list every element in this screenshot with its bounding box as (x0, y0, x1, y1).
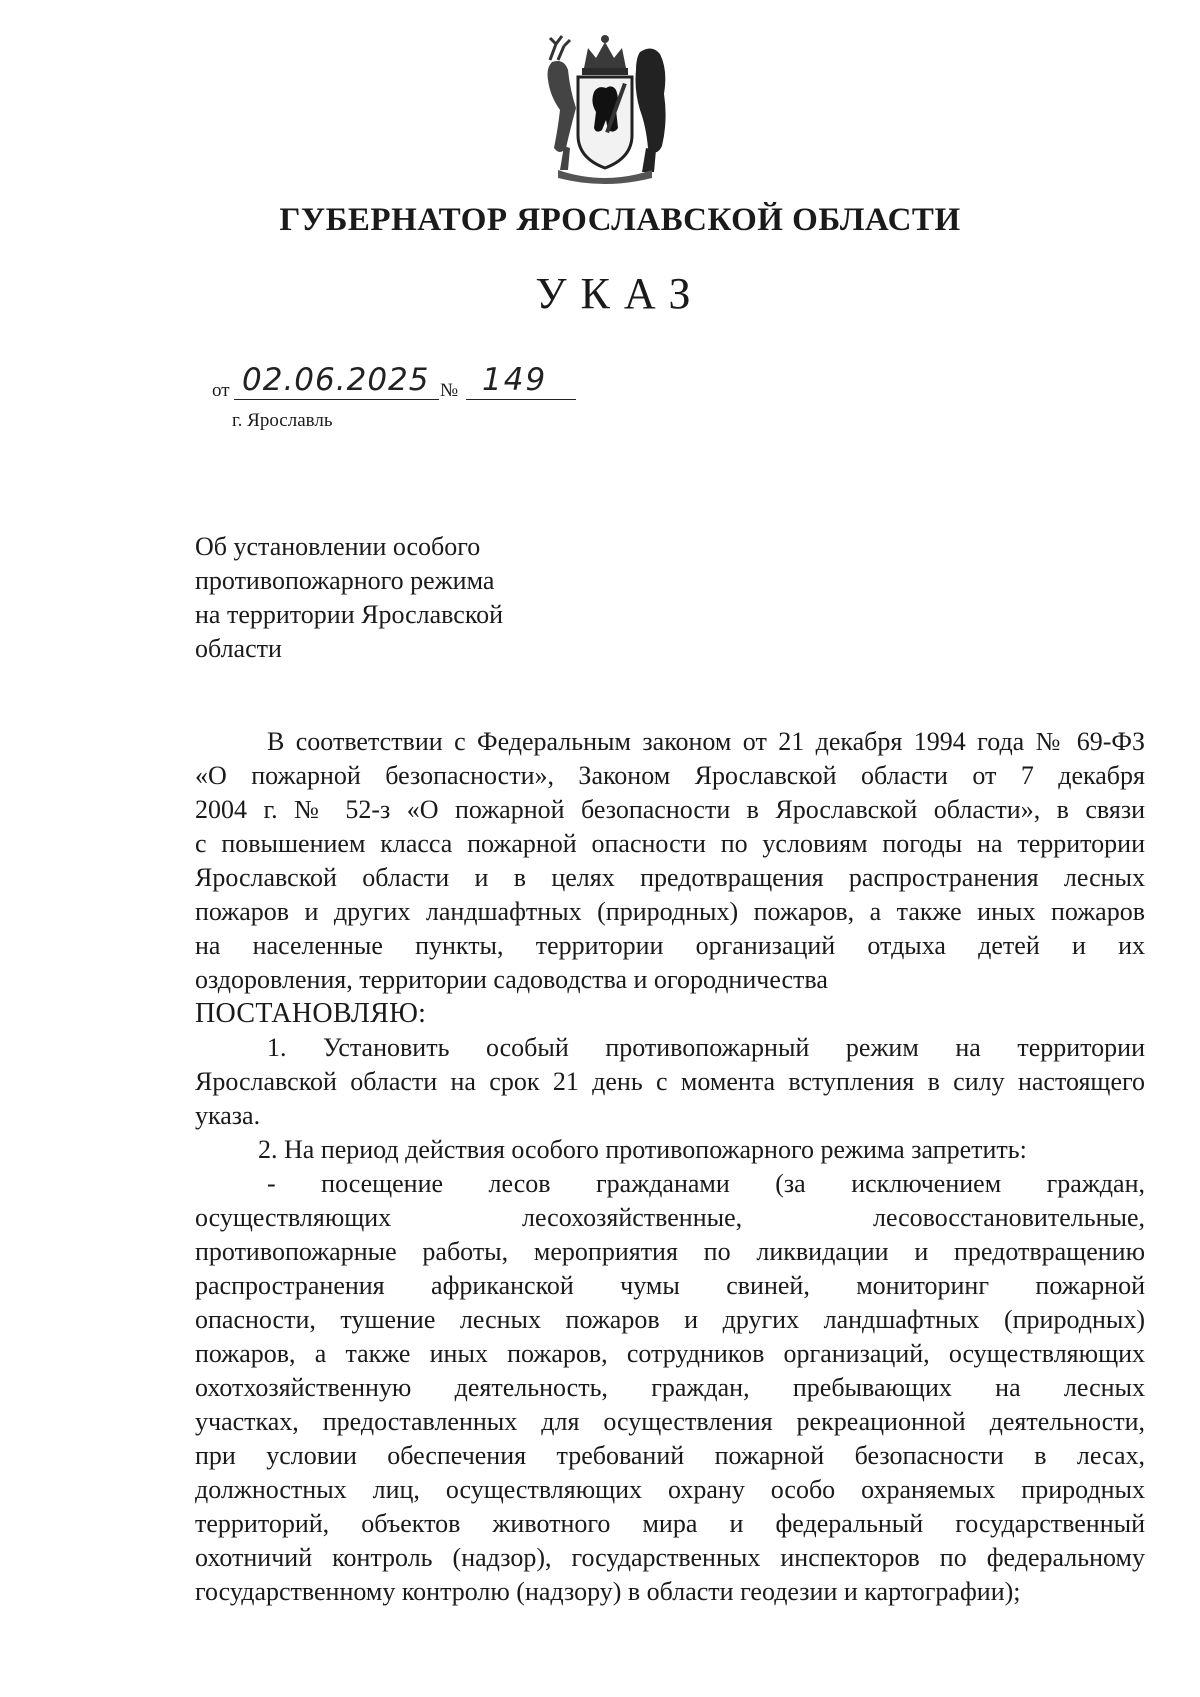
subject-line: области (195, 634, 282, 663)
body-line: охотничий контроль (надзор), государственных инспекторов по федеральному (195, 1543, 1145, 1572)
document-type: УКАЗ (535, 269, 705, 318)
body-line: 1. Установить особый противопожарный режим на территории (267, 1033, 1145, 1062)
body-line: охотхозяйственную деятельность, граждан, пребывающих на лесных (195, 1373, 1145, 1402)
body-line: территорий, объектов животного мира и федеральный государственный (195, 1509, 1145, 1538)
body-line: опасности, тушение лесных пожаров и других ландшафтных (природных) (195, 1305, 1145, 1334)
body-line: на населенные пункты, территории организаций отдыха детей и их (195, 931, 1145, 960)
body-line: 2004 г. № 52-з «О пожарной безопасности в Ярославской области», в связи (195, 795, 1145, 824)
body-line: «О пожарной безопасности», Законом Ярославской области от 7 декабря (195, 761, 1145, 790)
body-line: государственному контролю (надзору) в области геодезии и картографии); (195, 1577, 1021, 1606)
subject-line: на территории Ярославской (195, 600, 504, 629)
body-line: с повышением класса пожарной опасности по условиям погоды на территории (195, 829, 1145, 858)
body-line: должностных лиц, осуществляющих охрану особо охраняемых природных (195, 1475, 1145, 1504)
body-line: осуществляющих лесохозяйственные, лесовосстановительные, (195, 1203, 1145, 1232)
document-date: 02.06.2025 (234, 360, 439, 400)
body-line: пожаров, а также иных пожаров, сотрудников организаций, осуществляющих (195, 1339, 1145, 1368)
body-line: противопожарные работы, мероприятия по ликвидации и предотвращению (195, 1237, 1145, 1266)
document-body (195, 725, 1145, 1609)
subject-line: Об установлении особого (195, 532, 481, 561)
body-line: пожаров и других ландшафтных (природных) пожаров, а также иных пожаров (195, 897, 1145, 926)
body-line: В соответствии с Федеральным законом от 21 декабря 1994 года № 69-ФЗ (267, 727, 1145, 756)
coat-of-arms-icon (536, 30, 674, 185)
date-prefix: от (212, 380, 230, 401)
body-line: - посещение лесов гражданами (за исключением граждан, (267, 1169, 1145, 1198)
body-line: указа. (195, 1101, 261, 1130)
document-subject (195, 530, 575, 666)
number-label: № (440, 380, 459, 401)
decree-word: ПОСТАНОВЛЯЮ: (195, 998, 427, 1029)
city-of-issue: г. Ярославль (232, 410, 333, 431)
body-line: участках, предоставленных для осуществления рекреационной деятельности, (195, 1407, 1145, 1436)
subject-line: противопожарного режима (195, 566, 495, 595)
body-line: распространения африканской чумы свиней, мониторинг пожарной (195, 1271, 1145, 1300)
body-line: Ярославской области на срок 21 день с момента вступления в силу настоящего (195, 1067, 1145, 1096)
document-number: 149 (466, 360, 576, 400)
body-line: Ярославской области и в целях предотвращения распространения лесных (195, 863, 1145, 892)
body-line: при условии обеспечения требований пожарной безопасности в лесах, (195, 1441, 1145, 1470)
body-line: оздоровления, территории садоводства и огородничества (195, 965, 828, 994)
body-line: 2. На период действия особого противопожарного режима запретить: (258, 1135, 1027, 1164)
issuing-authority: ГУБЕРНАТОР ЯРОСЛАВСКОЙ ОБЛАСТИ (279, 202, 961, 238)
